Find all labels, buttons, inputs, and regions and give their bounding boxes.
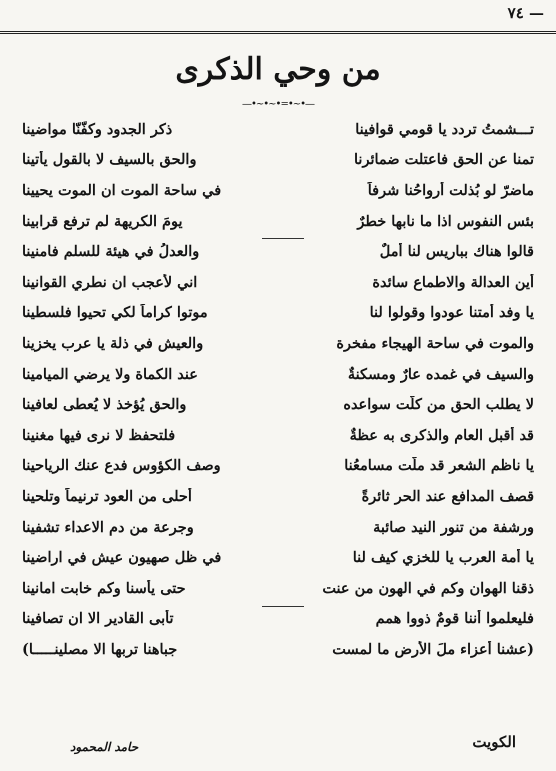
verse-second-hemistich: والحق بالسيف لا بالقول يأتينا [22, 151, 197, 169]
verse-first-hemistich: تمنا عن الحق فاعتلت ضمائرنا [353, 151, 534, 169]
verse-row [22, 420, 534, 451]
verse-first-hemistich: قالوا هناك بباريس لنا أملٌ [379, 243, 534, 261]
verse-row [22, 206, 534, 237]
verse-row [22, 542, 534, 573]
verse-first-hemistich: بئس النفوس اذا ما نابها خطرٌ [357, 212, 534, 230]
verse-second-hemistich: والعيش في ذلة يا عرب يخزينا [22, 334, 204, 352]
verse-row [22, 573, 534, 604]
verse-second-hemistich: في ظل صهيون عيش في اراضينا [22, 549, 222, 567]
verse-first-hemistich: قد أقبل العام والذكرى به عظةٌ [349, 426, 534, 444]
verse-row [22, 328, 534, 359]
poem-title: من وحي الذكرى [175, 52, 381, 87]
verse-second-hemistich: في ساحة الموت ان الموت يحيينا [22, 181, 222, 199]
title-ornament: —•~•~•=•~•— [241, 99, 314, 110]
verse-second-hemistich: فلتحفظ لا نرى فيها مغنينا [22, 426, 176, 444]
verse-first-hemistich: تـــشمتُ تردد يا قومي قوافينا [355, 120, 534, 138]
verse-first-hemistich: (عشنا أعزاء ملَ الأرض ما لمست [332, 640, 534, 658]
verse-row [22, 359, 534, 390]
poem-place: الكويت [472, 733, 516, 751]
verse-row [22, 298, 534, 329]
verse-second-hemistich: يومَ الكريهة لم ترفع قرابينا [22, 212, 183, 230]
verse-first-hemistich: فليعلموا أننا قومٌ ذووا همم [375, 610, 534, 628]
verse-second-hemistich: أحلى من العود ترنيماً وتلحينا [22, 487, 192, 505]
verse-first-hemistich: يا ناظم الشعر قد ملّت مسامعُنا [344, 457, 534, 475]
verse-row [22, 634, 534, 665]
verse-second-hemistich: تأبى القادير الا ان تصافينا [22, 610, 174, 628]
verse-second-hemistich: موتوا كراماً لكي تحيوا فلسطينا [22, 304, 208, 322]
verse-row [22, 451, 534, 482]
section-separator [262, 238, 304, 239]
verse-second-hemistich: ذكر الجدود وكفّنّا مواضينا [22, 120, 173, 138]
verse-row [22, 145, 534, 176]
verse-first-hemistich: يا أمة العرب يا للخزي كيف لنا [352, 549, 534, 567]
section-separator [262, 606, 304, 607]
verse-first-hemistich: يا وفد أمتنا عودوا وقولوا لنا [369, 304, 534, 322]
verse-second-hemistich: وجرعة من دم الاعداء تشفينا [22, 518, 194, 536]
verse-first-hemistich: أين العدالة والاطماع سائدة [372, 273, 534, 291]
verse-row [22, 389, 534, 420]
verse-second-hemistich: والحق يُؤخذ لا يُعطى لعافينا [22, 396, 187, 414]
verse-second-hemistich: حتى يأسنا وكم خابت امانينا [22, 579, 186, 597]
verse-row [22, 481, 534, 512]
verse-first-hemistich: ورشفة من تنور النيد صائبة [373, 518, 534, 536]
verse-row [22, 512, 534, 543]
verse-second-hemistich: عند الكماة ولا يرضي الميامينا [22, 365, 198, 383]
verse-first-hemistich: قصف المدافع عند الحر ثائرةً [361, 487, 534, 505]
poem-author: حامد المحمود [70, 740, 139, 754]
verse-row [22, 604, 534, 635]
verse-row [22, 236, 534, 267]
verse-second-hemistich: وصف الكؤوس فدع عنك الرياحينا [22, 457, 221, 475]
verse-first-hemistich: ماضرّ لو بُذلت أرواحُنا شرفاً [367, 181, 534, 199]
verse-row [22, 267, 534, 298]
header-rule [0, 31, 556, 34]
verse-second-hemistich: جباهنا تربها الا مصلينـــــا) [22, 640, 178, 658]
verse-row [22, 114, 534, 145]
verse-row [22, 175, 534, 206]
verse-first-hemistich: لا يطلب الحق من كلّت سواعده [343, 396, 534, 414]
verse-second-hemistich: اني لأعجب ان نطري القوانينا [22, 273, 198, 291]
verse-second-hemistich: والعدلُ في هيئة للسلم فامنينا [22, 243, 200, 261]
verse-first-hemistich: والموت في ساحة الهيجاء مفخرة [336, 334, 534, 352]
verse-first-hemistich: ذقنا الهوان وكم في الهون من عنت [322, 579, 534, 597]
verse-first-hemistich: والسيف في غمده عارٌ ومسكنةٌ [347, 365, 534, 383]
poem-verses [22, 114, 534, 665]
page-number: — ٧٤ [507, 4, 544, 22]
